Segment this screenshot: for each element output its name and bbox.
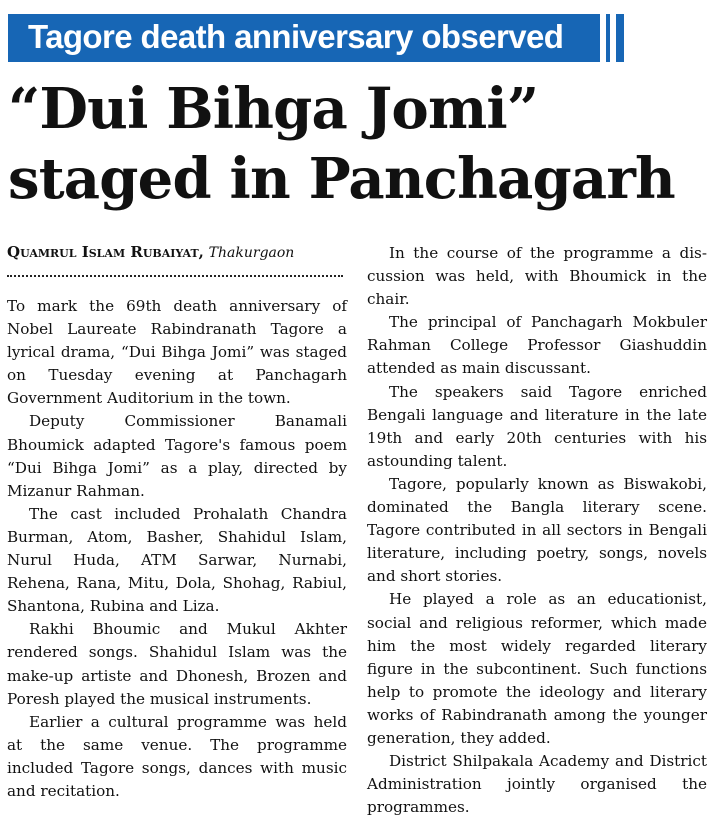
kicker-accent-bar bbox=[616, 14, 624, 62]
article-paragraph: The speakers said Tagore enriched Bengali language and literature in the late 19th and early 20th centuries with his astounding talent. bbox=[367, 382, 707, 470]
article-paragraph: District Shilpakala Academy and District Administration jointly organised the programmes. bbox=[367, 752, 707, 817]
article-headline: “Dui Bihga Jomi” staged in Panchagarh bbox=[8, 76, 675, 212]
article-paragraph: To mark the 69th death anniversary of Nobel Laureate Rabindranath Tagore a lyrical drama, “Dui Bihga Jomi” was staged on Tuesday evening at Panchagarh Government Auditorium in the town. bbox=[7, 297, 347, 408]
byline-divider bbox=[7, 275, 343, 277]
byline-author: Quamrul Islam Rubaiyat, bbox=[7, 243, 204, 261]
article-paragraph: In the course of the programme a discussion was held, with Bhoumick in the chair. bbox=[367, 244, 707, 309]
article-paragraph: Earlier a cultural programme was held at the same venue. The programme included Tagore songs, dances with music and recitation. bbox=[7, 712, 347, 800]
article-paragraph: The cast included Prohalath Chandra Burman, Atom, Basher, Shahidul Islam, Nurul Huda, ATM Sarwar, Nurnabi, Rehena, Rana, Mitu, Dola, Shohag, Rabiul, Shantona, Rubina and Liza. bbox=[7, 504, 347, 616]
article-column-right bbox=[367, 242, 707, 819]
article-paragraph: He played a role as an educationist, social and religious reformer, which made him the most widely regarded literary figure in the subcontinent. Such functions help to promote the ideology and literary works of Rabindranath among the younger generation, they added. bbox=[367, 590, 707, 747]
article-paragraph: Tagore, popularly known as Biswakobi, dominated the Bangla literary scene. Tagore contributed in all sectors in Bengali literature, including poetry, songs, novels and short stories. bbox=[367, 474, 707, 586]
article-paragraph: The principal of Panchagarh Mokbuler Rahman College Professor Giashuddin attended as main discussant. bbox=[367, 313, 707, 378]
byline-location: Thakurgaon bbox=[208, 245, 295, 261]
byline bbox=[7, 240, 347, 265]
section-kicker: Tagore death anniversary observed bbox=[8, 14, 600, 62]
article-column-left bbox=[7, 240, 347, 803]
article-paragraph: Rakhi Bhoumic and Mukul Akhter rendered songs. Shahidul Islam was the make-up artiste and Dhonesh, Brozen and Poresh played the musical instruments. bbox=[7, 620, 347, 708]
kicker-accent-bar bbox=[606, 14, 610, 62]
article-paragraph: Deputy Commissioner Banamali Bhoumick adapted Tagore's famous poem “Dui Bihga Jomi” as a play, directed by Mizanur Rahman. bbox=[7, 412, 347, 500]
